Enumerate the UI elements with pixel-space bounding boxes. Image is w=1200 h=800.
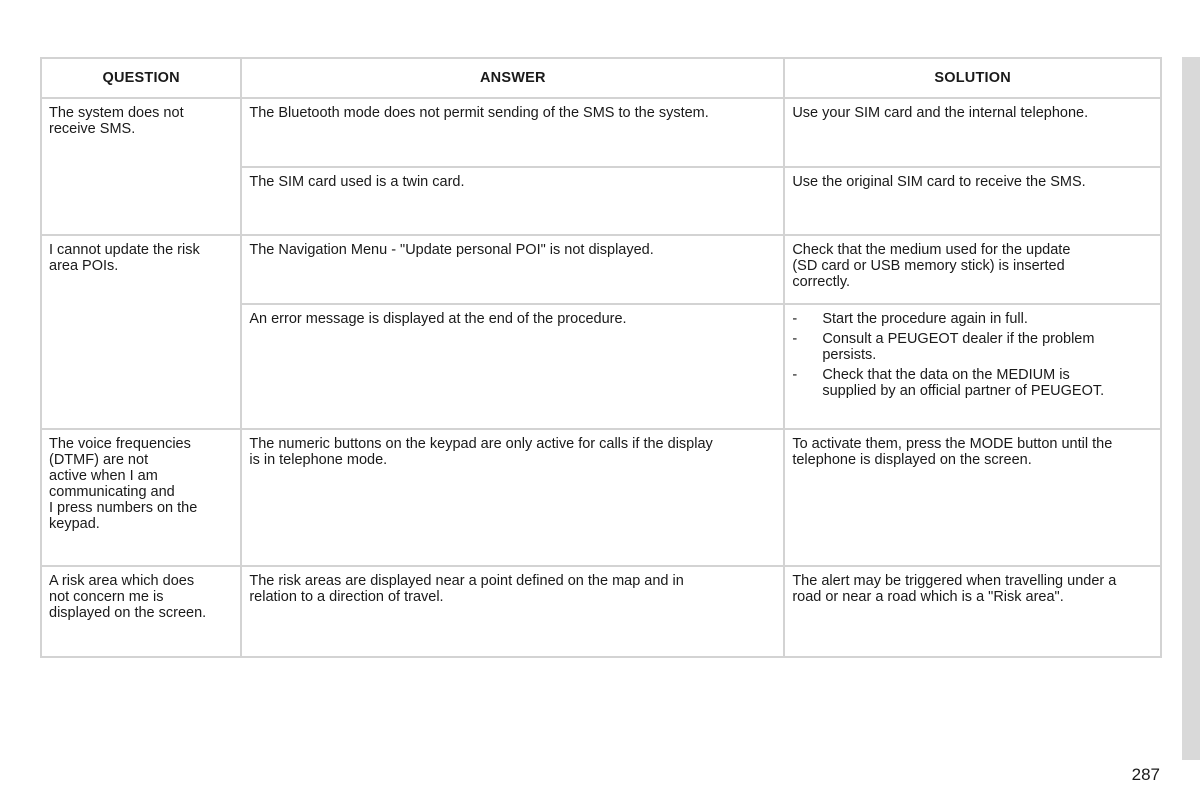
header-question: QUESTION [41,58,241,98]
solution-cell [784,304,1161,429]
table-row [41,235,1161,304]
question-cell: The system does not receive SMS. [41,98,241,235]
answer-cell: The risk areas are displayed near a point defined on the map and in relation to a direction of travel. [241,566,784,657]
answer-cell: The SIM card used is a twin card. [241,167,784,235]
solution-bullet [792,367,1153,399]
header-answer: ANSWER [241,58,784,98]
solution-cell: Use your SIM card and the internal telephone. [784,98,1161,167]
table-row [41,566,1161,657]
solution-cell: The alert may be triggered when travelling under a road or near a road which is a "Risk area". [784,566,1161,657]
solution-bullet-text: Check that the data on the MEDIUM is supplied by an official partner of PEUGEOT. [822,367,1105,399]
page-edge-tab [1182,57,1200,760]
answer-cell: The numeric buttons on the keypad are only active for calls if the display is in telephone mode. [241,429,784,566]
solution-cell: To activate them, press the MODE button until the telephone is displayed on the screen. [784,429,1161,566]
solution-bullet [792,311,1153,327]
table-header [41,58,1161,98]
table-row [41,98,1161,167]
header-row [41,58,1161,98]
solution-bullet-text: Start the procedure again in full. [822,311,1028,327]
troubleshooting-table [40,57,1162,658]
table-row [41,429,1161,566]
bullet-dash: - [792,367,798,383]
bullet-dash: - [792,331,798,347]
bullet-dash: - [792,311,798,327]
table-body [41,98,1161,657]
solution-cell: Use the original SIM card to receive the SMS. [784,167,1161,235]
question-cell: I cannot update the risk area POIs. [41,235,241,429]
answer-cell: The Bluetooth mode does not permit sending of the SMS to the system. [241,98,784,167]
solution-bullet [792,331,1153,363]
solution-bullet-text: Consult a PEUGEOT dealer if the problem persists. [822,331,1095,363]
answer-cell: The Navigation Menu - "Update personal POI" is not displayed. [241,235,784,304]
question-cell: The voice frequencies (DTMF) are not active when I am communicating and I press numbers on the keypad. [41,429,241,566]
answer-cell: An error message is displayed at the end of the procedure. [241,304,784,429]
page-number: 287 [1131,765,1160,784]
solution-cell: Check that the medium used for the update (SD card or USB memory stick) is inserted correctly. [784,235,1161,304]
solution-bullet-list [792,311,1153,399]
question-cell: A risk area which does not concern me is displayed on the screen. [41,566,241,657]
header-solution: SOLUTION [784,58,1161,98]
